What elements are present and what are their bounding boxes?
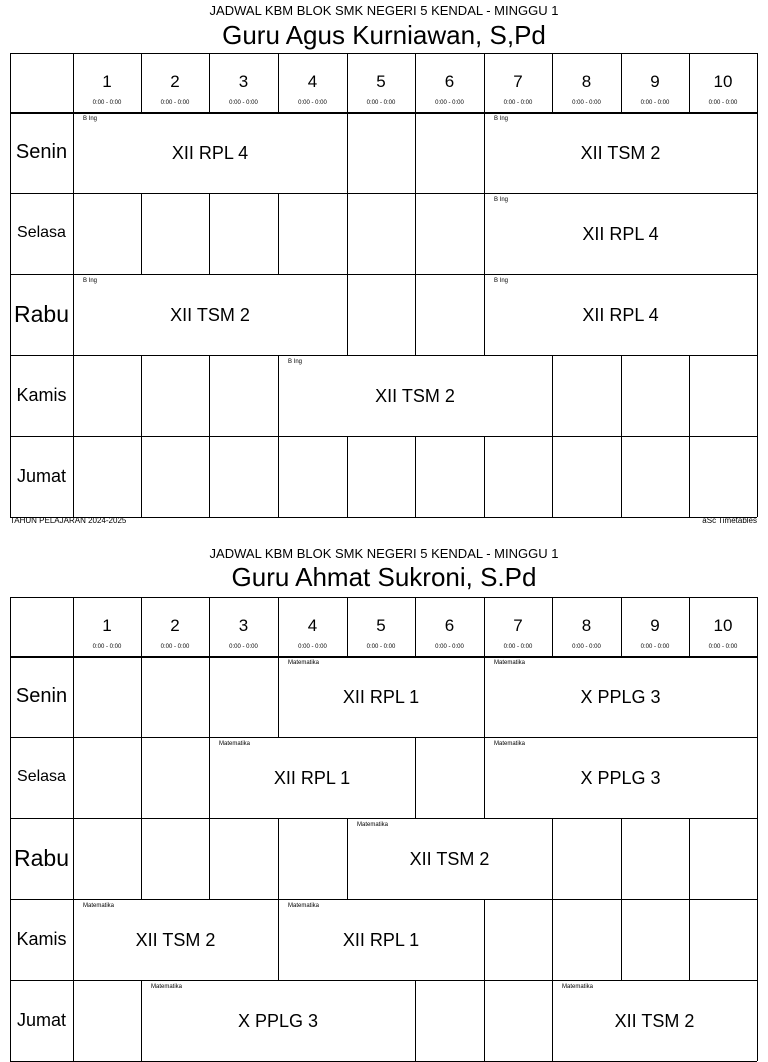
lesson-subject: Matematika — [151, 984, 183, 990]
grid-line — [10, 53, 757, 54]
grid-line — [278, 436, 279, 517]
grid-line — [10, 274, 757, 275]
period-number: 1 — [102, 72, 112, 91]
grid-line — [209, 193, 210, 274]
timetable-grid — [10, 53, 757, 517]
lesson-class: XII RPL 1 — [342, 686, 420, 707]
grid-line — [278, 818, 279, 899]
timetable-subtitle: JADWAL KBM BLOK SMK NEGERI 5 KENDAL - MINGGU 1 — [209, 546, 559, 561]
period-number: 8 — [581, 72, 592, 91]
lesson-subject: Matematika — [357, 822, 389, 828]
period-number: 3 — [238, 616, 249, 635]
grid-line — [347, 112, 348, 193]
period-number: 6 — [444, 616, 455, 635]
period-number: 2 — [170, 72, 180, 91]
grid-line — [347, 436, 348, 517]
lesson-subject: Matematika — [219, 741, 251, 747]
period-number: 10 — [713, 72, 733, 91]
lesson-class: X PPLG 3 — [580, 686, 661, 707]
grid-line — [415, 112, 416, 193]
lesson-class: XII TSM 2 — [409, 848, 490, 869]
period-time: 0:00 - 0:00 — [572, 644, 601, 650]
grid-line — [141, 818, 142, 899]
lesson-subject: B Ing — [494, 116, 509, 122]
grid-line — [141, 355, 142, 436]
period-number: 8 — [581, 616, 592, 635]
lesson-subject: Matematika — [288, 660, 320, 666]
timetable-block-1 — [0, 0, 768, 530]
day-label: Senin — [15, 140, 68, 163]
period-time: 0:00 - 0:00 — [229, 644, 258, 650]
grid-line — [484, 436, 485, 517]
day-label: Selasa — [17, 767, 66, 785]
period-time: 0:00 - 0:00 — [92, 100, 122, 106]
footer-credit: aSc Timetables — [702, 516, 757, 525]
period-time: 0:00 - 0:00 — [229, 100, 258, 106]
period-number: 6 — [444, 72, 455, 91]
period-time: 0:00 - 0:00 — [708, 644, 738, 650]
grid-line — [10, 193, 757, 194]
lesson-class: XII RPL 4 — [171, 142, 249, 163]
period-number: 5 — [376, 616, 386, 635]
lesson-class: XII TSM 2 — [614, 1010, 695, 1031]
day-label: Jumat — [16, 465, 67, 486]
grid-line — [621, 355, 622, 436]
lesson-class: XII TSM 2 — [375, 385, 455, 406]
grid-line — [209, 436, 210, 517]
header-divider — [10, 112, 757, 114]
grid-line — [415, 737, 416, 818]
grid-line — [347, 274, 348, 355]
period-time: 0:00 - 0:00 — [640, 100, 670, 106]
period-number: 9 — [650, 72, 660, 91]
lesson-subject: Matematika — [494, 660, 526, 666]
day-label: Senin — [15, 684, 68, 707]
grid-line — [415, 980, 416, 1061]
lesson-subject: Matematika — [288, 903, 320, 909]
grid-line — [552, 355, 553, 436]
grid-line — [552, 436, 553, 517]
period-number: 4 — [307, 616, 318, 635]
lesson-subject: Matematika — [562, 984, 594, 990]
grid-line — [484, 980, 485, 1061]
grid-line — [10, 53, 11, 517]
grid-line — [757, 597, 758, 1061]
grid-line — [689, 818, 690, 899]
lesson-class: XII RPL 1 — [342, 929, 420, 950]
grid-line — [278, 193, 279, 274]
grid-line — [621, 436, 622, 517]
period-time: 0:00 - 0:00 — [640, 644, 670, 650]
lesson-subject: B Ing — [494, 278, 509, 284]
teacher-title: Guru Agus Kurniawan, S,Pd — [222, 20, 546, 50]
grid-line — [484, 899, 485, 980]
period-time: 0:00 - 0:00 — [572, 100, 601, 106]
grid-line — [10, 436, 757, 437]
teacher-title: Guru Ahmat Sukroni, S.Pd — [231, 562, 537, 592]
period-time: 0:00 - 0:00 — [92, 644, 122, 650]
period-time: 0:00 - 0:00 — [503, 100, 533, 106]
grid-line — [73, 53, 74, 517]
grid-line — [757, 53, 758, 517]
lesson-class: XII RPL 1 — [273, 767, 351, 788]
lesson-subject: B Ing — [494, 197, 509, 203]
day-label: Selasa — [17, 223, 66, 241]
grid-line — [141, 193, 142, 274]
grid-line — [141, 737, 142, 818]
lesson-class: XII RPL 4 — [582, 304, 659, 325]
lesson-subject: B Ing — [83, 116, 98, 122]
period-time: 0:00 - 0:00 — [435, 100, 464, 106]
grid-line — [10, 980, 757, 981]
timetable-block-2 — [0, 542, 768, 1031]
grid-line — [209, 355, 210, 436]
day-label: Rabu — [14, 844, 69, 871]
period-time: 0:00 - 0:00 — [366, 644, 396, 650]
period-number: 4 — [307, 72, 318, 91]
grid-line — [10, 597, 11, 1061]
header-divider — [10, 656, 757, 658]
period-time: 0:00 - 0:00 — [298, 644, 327, 650]
grid-line — [415, 193, 416, 274]
grid-line — [209, 656, 210, 737]
timetable-grid — [10, 597, 757, 1061]
day-label: Rabu — [14, 300, 69, 327]
grid-line — [621, 818, 622, 899]
lesson-class: XII TSM 2 — [580, 142, 661, 163]
period-time: 0:00 - 0:00 — [708, 100, 738, 106]
footer-year: TAHUN PELAJARAN 2024-2025 — [10, 516, 127, 525]
timetable-subtitle: JADWAL KBM BLOK SMK NEGERI 5 KENDAL - MINGGU 1 — [209, 3, 559, 18]
grid-line — [347, 193, 348, 274]
lesson-class: X PPLG 3 — [237, 1010, 319, 1031]
grid-line — [689, 899, 690, 980]
day-label: Jumat — [16, 1009, 67, 1030]
period-number: 7 — [513, 616, 523, 635]
period-time: 0:00 - 0:00 — [366, 100, 396, 106]
period-number: 2 — [170, 616, 180, 635]
period-time: 0:00 - 0:00 — [160, 100, 190, 106]
lesson-class: XII TSM 2 — [135, 929, 216, 950]
period-time: 0:00 - 0:00 — [503, 644, 533, 650]
grid-line — [415, 436, 416, 517]
grid-line — [10, 597, 757, 598]
day-label: Kamis — [16, 928, 67, 949]
grid-line — [689, 355, 690, 436]
lesson-class: X PPLG 3 — [580, 767, 661, 788]
grid-line — [73, 597, 74, 1061]
period-number: 3 — [238, 72, 249, 91]
period-time: 0:00 - 0:00 — [435, 644, 464, 650]
lesson-class: XII RPL 4 — [582, 223, 659, 244]
lesson-subject: Matematika — [494, 741, 526, 747]
period-number: 9 — [650, 616, 660, 635]
grid-line — [621, 899, 622, 980]
period-number: 5 — [376, 72, 386, 91]
grid-line — [10, 737, 757, 738]
lesson-subject: Matematika — [83, 903, 115, 909]
grid-line — [10, 355, 757, 356]
lesson-subject: B Ing — [83, 278, 98, 284]
lesson-subject: B Ing — [288, 359, 303, 365]
grid-line — [10, 818, 757, 819]
period-number: 10 — [713, 616, 733, 635]
grid-line — [552, 899, 553, 980]
grid-line — [141, 656, 142, 737]
period-number: 1 — [102, 616, 112, 635]
grid-line — [552, 818, 553, 899]
period-time: 0:00 - 0:00 — [160, 644, 190, 650]
grid-line — [415, 274, 416, 355]
grid-line — [209, 818, 210, 899]
period-number: 7 — [513, 72, 523, 91]
period-time: 0:00 - 0:00 — [298, 100, 327, 106]
grid-line — [689, 436, 690, 517]
lesson-class: XII TSM 2 — [170, 304, 250, 325]
grid-line — [10, 899, 757, 900]
grid-line — [141, 436, 142, 517]
day-label: Kamis — [16, 384, 67, 405]
